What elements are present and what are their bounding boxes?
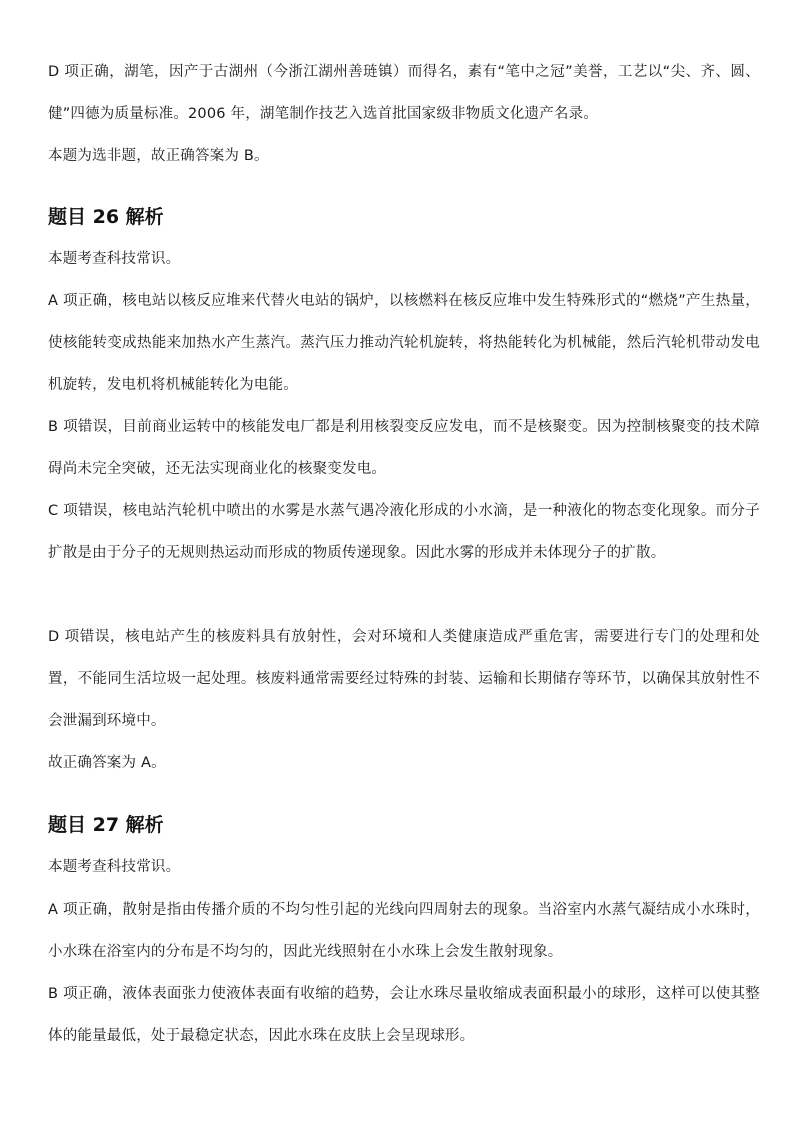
q26-heading: 题目 26 解析 [48,206,164,228]
q27-option-b: B 项正确，液体表面张力使液体表面有收缩的趋势，会让水珠尽量收缩成表面积最小的球形，这样可以使其整体的能量最低，处于最稳定状态，因此水珠在皮肤上会呈现球形。 [48,986,760,1044]
q26-answer: 故正确答案为 A。 [48,755,166,771]
prev-option-d: D 项正确，湖笔，因产于古湖州（今浙江湖州善琏镇）而得名，素有“笔中之冠”美誉，工艺以“尖、齐、圆、健”四德为质量标准。2006 年，湖笔制作技艺入选首批国家级非物质文化遗产名录。 [48,64,760,122]
q26-option-c: C 项错误，核电站汽轮机中喷出的水雾是水蒸气遇冷液化形成的小水滴，是一种液化的物态变化现象。而分子扩散是由于分子的无规则热运动而形成的物质传递现象。因此水雾的形成并未体现分子的扩散。 [48,503,760,561]
q27-intro: 本题考查科技常识。 [48,859,181,875]
q26-intro: 本题考查科技常识。 [48,251,181,267]
q27-heading: 题目 27 解析 [48,814,164,836]
q26-option-d: D 项错误，核电站产生的核废料具有放射性，会对环境和人类健康造成严重危害，需要进行专门的处理和处置，不能同生活垃圾一起处理。核废料通常需要经过特殊的封装、运输和长期储存等环节，以确保其放射性不会泄漏到环境中。 [48,629,760,729]
q26-option-b: B 项错误，目前商业运转中的核能发电厂都是利用核裂变反应发电，而不是核聚变。因为控制核聚变的技术障碍尚未完全突破，还无法实现商业化的核聚变发电。 [48,419,760,477]
prev-answer: 本题为选非题，故正确答案为 B。 [48,148,269,164]
q26-option-a: A 项正确，核电站以核反应堆来代替火电站的锅炉，以核燃料在核反应堆中发生特殊形式的“燃烧”产生热量，使核能转变成热能来加热水产生蒸汽。蒸汽压力推动汽轮机旋转，将热能转化为机械能，然后汽轮机带动发电机旋转，发电机将机械能转化为电能。 [48,293,760,393]
q27-option-a: A 项正确，散射是指由传播介质的不均匀性引起的光线向四周射去的现象。当浴室内水蒸气凝结成小水珠时，小水珠在浴室内的分布是不均匀的，因此光线照射在小水珠上会发生散射现象。 [48,902,760,960]
